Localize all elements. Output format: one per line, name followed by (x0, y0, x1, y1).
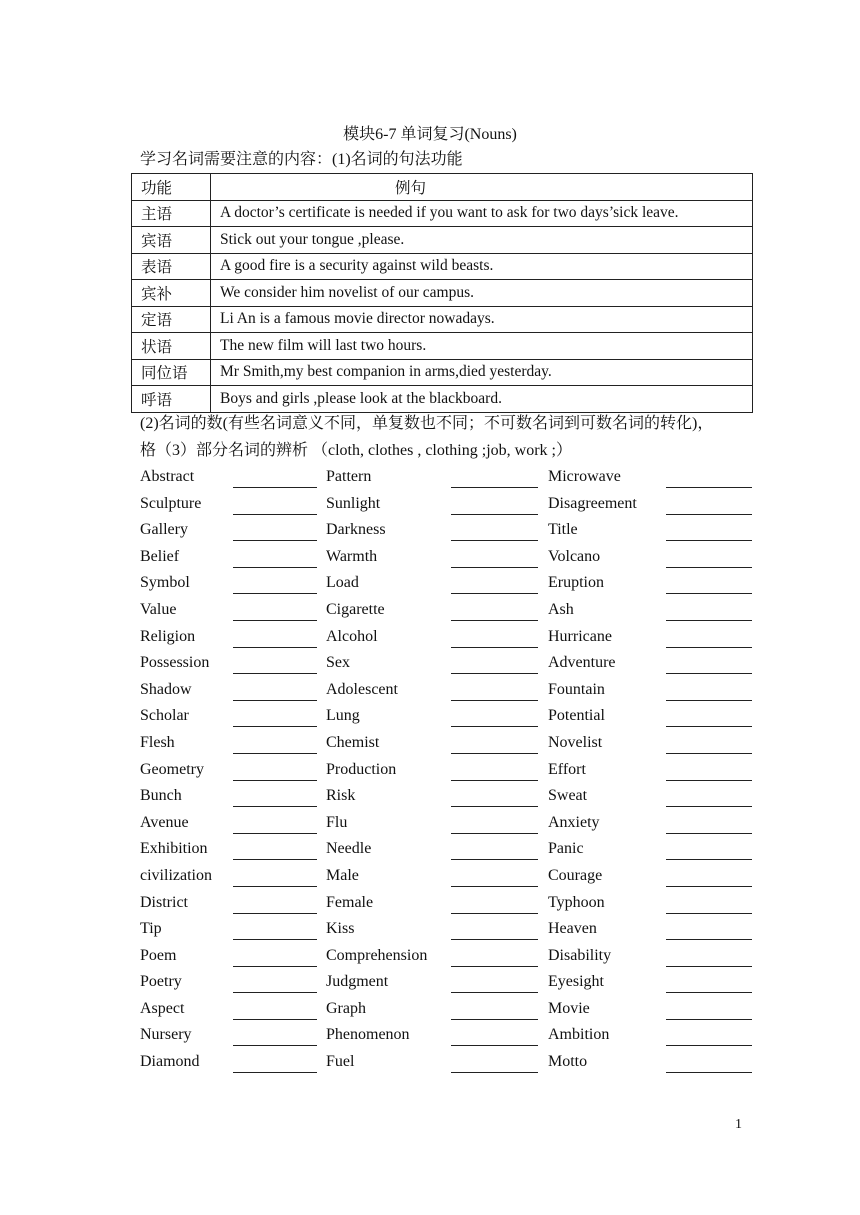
answer-blank[interactable] (233, 753, 317, 754)
answer-blank[interactable] (666, 1019, 752, 1020)
vocab-word: Title (548, 521, 578, 539)
vocab-word: Adolescent (326, 680, 398, 698)
vocab-row (140, 703, 755, 730)
vocab-row (140, 624, 755, 651)
vocab-word: Hurricane (548, 627, 612, 645)
vocab-row (140, 863, 755, 890)
vocab-word: Shadow (140, 680, 192, 698)
answer-blank[interactable] (666, 647, 752, 648)
vocab-word: Tip (140, 920, 162, 938)
answer-blank[interactable] (666, 886, 752, 887)
vocab-row (140, 677, 755, 704)
table-row (132, 227, 753, 254)
vocab-row (140, 757, 755, 784)
answer-blank[interactable] (451, 487, 538, 488)
vocab-word: Panic (548, 840, 584, 858)
answer-blank[interactable] (451, 939, 538, 940)
vocab-row (140, 730, 755, 757)
function-table (131, 173, 753, 413)
row-function: 表语 (132, 253, 211, 280)
answer-blank[interactable] (233, 886, 317, 887)
vocab-row (140, 1049, 755, 1076)
vocab-row (140, 517, 755, 544)
table-row (132, 306, 753, 333)
vocab-word: Load (326, 574, 359, 592)
row-example: A doctor’s certificate is needed if you want to ask for two days’sick leave. (211, 200, 753, 227)
vocab-word: Kiss (326, 920, 355, 938)
vocab-row (140, 969, 755, 996)
answer-blank[interactable] (666, 806, 752, 807)
vocab-word: Possession (140, 654, 210, 672)
vocab-word: Sweat (548, 787, 588, 805)
vocab-word: Effort (548, 760, 586, 778)
vocab-word: Nursery (140, 1026, 192, 1044)
answer-blank[interactable] (666, 992, 752, 993)
answer-blank[interactable] (233, 833, 317, 834)
vocab-row (140, 916, 755, 943)
table-row (132, 280, 753, 307)
vocab-word: Sex (326, 654, 350, 672)
vocab-word: Warmth (326, 547, 378, 565)
row-function: 呼语 (132, 386, 211, 413)
answer-blank[interactable] (666, 966, 752, 967)
answer-blank[interactable] (233, 939, 317, 940)
section-3-text: 格（3）部分名词的辨析 （cloth, clothes , clothing ;job, work ;） (140, 442, 572, 459)
row-function: 主语 (132, 200, 211, 227)
row-example: Stick out your tongue ,please. (211, 227, 753, 254)
vocab-word: Pattern (326, 468, 372, 485)
answer-blank[interactable] (233, 780, 317, 781)
answer-blank[interactable] (451, 859, 538, 860)
answer-blank[interactable] (451, 540, 538, 541)
answer-blank[interactable] (233, 806, 317, 807)
answer-blank[interactable] (666, 593, 752, 594)
answer-blank[interactable] (451, 620, 538, 621)
answer-blank[interactable] (451, 753, 538, 754)
document-title: 模块6-7 单词复习(Nouns) (343, 126, 517, 143)
vocab-word: Fuel (326, 1053, 355, 1071)
answer-blank[interactable] (451, 966, 538, 967)
answer-blank[interactable] (233, 647, 317, 648)
answer-blank[interactable] (451, 514, 538, 515)
answer-blank[interactable] (666, 833, 752, 834)
answer-blank[interactable] (233, 859, 317, 860)
vocab-word: Flesh (140, 733, 175, 751)
answer-blank[interactable] (666, 514, 752, 515)
vocab-word: Eyesight (548, 973, 604, 991)
answer-blank[interactable] (666, 753, 752, 754)
answer-blank[interactable] (451, 726, 538, 727)
vocab-row (140, 1022, 755, 1049)
table-row (132, 333, 753, 360)
vocab-word: Fountain (548, 680, 605, 698)
vocab-word: Volcano (548, 547, 601, 565)
vocab-word: Alcohol (326, 627, 378, 645)
page-number: 1 (735, 1117, 742, 1132)
answer-blank[interactable] (451, 913, 538, 914)
vocab-word: Heaven (548, 920, 597, 938)
vocab-row (140, 996, 755, 1023)
answer-blank[interactable] (233, 966, 317, 967)
table-header-row (132, 174, 753, 201)
vocab-word: Risk (326, 787, 356, 805)
answer-blank[interactable] (451, 1019, 538, 1020)
vocab-row (140, 836, 755, 863)
answer-blank[interactable] (666, 673, 752, 674)
vocab-word: Abstract (140, 468, 195, 485)
table-row (132, 359, 753, 386)
vocab-row (140, 491, 755, 518)
answer-blank[interactable] (451, 780, 538, 781)
row-function: 状语 (132, 333, 211, 360)
table-row (132, 200, 753, 227)
vocab-word: Disagreement (548, 494, 637, 512)
row-example: We consider him novelist of our campus. (211, 280, 753, 307)
answer-blank[interactable] (233, 593, 317, 594)
vocab-word: Sunlight (326, 494, 381, 512)
answer-blank[interactable] (451, 593, 538, 594)
vocab-word: Microwave (548, 468, 621, 485)
answer-blank[interactable] (666, 620, 752, 621)
answer-blank[interactable] (666, 859, 752, 860)
vocab-word: Darkness (326, 521, 386, 539)
vocab-word: Motto (548, 1053, 588, 1071)
answer-blank[interactable] (233, 1019, 317, 1020)
vocab-row (140, 544, 755, 571)
vocab-row (140, 783, 755, 810)
answer-blank[interactable] (233, 726, 317, 727)
row-example: Li An is a famous movie director nowadays. (211, 306, 753, 333)
row-example: The new film will last two hours. (211, 333, 753, 360)
vocab-word: Flu (326, 813, 348, 831)
answer-blank[interactable] (451, 567, 538, 568)
vocab-word: Needle (326, 840, 372, 858)
answer-blank[interactable] (233, 567, 317, 568)
answer-blank[interactable] (451, 806, 538, 807)
answer-blank[interactable] (233, 487, 317, 488)
vocab-word: Lung (326, 707, 360, 725)
vocab-word: Poetry (140, 973, 182, 991)
vocab-word: Poem (140, 946, 177, 964)
answer-blank[interactable] (451, 673, 538, 674)
vocab-word: Movie (548, 999, 590, 1017)
vocab-word: Cigarette (326, 600, 385, 618)
answer-blank[interactable] (233, 1045, 317, 1046)
vocab-row (140, 810, 755, 837)
header-function: 功能 (132, 174, 211, 201)
row-example: A good fire is a security against wild beasts. (211, 253, 753, 280)
vocab-word: Belief (140, 547, 180, 565)
section-2-text: (2)名词的数(有些名词意义不同，单复数也不同；不可数名词到可数名词的转化)， (140, 415, 714, 432)
answer-blank[interactable] (666, 939, 752, 940)
vocab-word: Religion (140, 627, 196, 645)
vocab-row (140, 464, 755, 491)
row-function: 同位语 (132, 359, 211, 386)
answer-blank[interactable] (451, 992, 538, 993)
vocab-word: Graph (326, 999, 366, 1017)
vocab-word: Male (326, 866, 359, 884)
vocab-row (140, 597, 755, 624)
vocab-word: Potential (548, 707, 605, 725)
answer-blank[interactable] (233, 700, 317, 701)
vocab-word: Typhoon (548, 893, 605, 911)
vocabulary-list (140, 464, 755, 1076)
vocab-word: Scholar (140, 707, 189, 725)
vocab-word: Ash (548, 600, 574, 618)
answer-blank[interactable] (451, 833, 538, 834)
vocab-word: Bunch (140, 787, 182, 805)
vocab-word: Chemist (326, 733, 380, 751)
vocab-word: civilization (140, 866, 212, 884)
answer-blank[interactable] (666, 1072, 752, 1073)
vocab-word: Production (326, 760, 397, 778)
vocab-word: Novelist (548, 733, 603, 751)
vocab-word: Anxiety (548, 813, 600, 831)
vocab-word: Phenomenon (326, 1026, 410, 1044)
intro-line: 学习名词需要注意的内容：(1)名词的句法功能 (140, 151, 463, 168)
vocab-row (140, 943, 755, 970)
vocab-word: District (140, 893, 188, 911)
vocab-row (140, 650, 755, 677)
vocab-word: Symbol (140, 574, 190, 592)
vocab-word: Geometry (140, 760, 204, 778)
answer-blank[interactable] (233, 673, 317, 674)
vocab-word: Diamond (140, 1053, 200, 1071)
answer-blank[interactable] (451, 700, 538, 701)
answer-blank[interactable] (233, 1072, 317, 1073)
vocab-word: Ambition (548, 1026, 610, 1044)
vocab-word: Gallery (140, 521, 188, 539)
vocab-word: Courage (548, 866, 603, 884)
vocab-word: Disability (548, 946, 612, 964)
row-function: 宾补 (132, 280, 211, 307)
header-example: 例句 (211, 174, 753, 201)
answer-blank[interactable] (233, 540, 317, 541)
row-function: 定语 (132, 306, 211, 333)
row-function: 宾语 (132, 227, 211, 254)
answer-blank[interactable] (451, 1072, 538, 1073)
answer-blank[interactable] (233, 620, 317, 621)
answer-blank[interactable] (451, 1045, 538, 1046)
vocab-word: Comprehension (326, 946, 428, 964)
vocab-row (140, 890, 755, 917)
vocab-word: Judgment (326, 973, 389, 991)
vocab-row (140, 570, 755, 597)
answer-blank[interactable] (233, 913, 317, 914)
vocab-word: Aspect (140, 999, 185, 1017)
answer-blank[interactable] (451, 886, 538, 887)
answer-blank[interactable] (666, 726, 752, 727)
answer-blank[interactable] (666, 1045, 752, 1046)
answer-blank[interactable] (666, 913, 752, 914)
vocab-word: Exhibition (140, 840, 208, 858)
answer-blank[interactable] (233, 514, 317, 515)
row-example: Mr Smith,my best companion in arms,died yesterday. (211, 359, 753, 386)
row-example: Boys and girls ,please look at the blackboard. (211, 386, 753, 413)
answer-blank[interactable] (233, 992, 317, 993)
answer-blank[interactable] (666, 567, 752, 568)
vocab-word: Eruption (548, 574, 604, 592)
vocab-word: Adventure (548, 654, 616, 672)
table-row (132, 253, 753, 280)
answer-blank[interactable] (666, 540, 752, 541)
vocab-word: Female (326, 893, 374, 911)
vocab-word: Value (140, 600, 177, 618)
table-row (132, 386, 753, 413)
answer-blank[interactable] (451, 647, 538, 648)
answer-blank[interactable] (666, 700, 752, 701)
answer-blank[interactable] (666, 487, 752, 488)
answer-blank[interactable] (666, 780, 752, 781)
vocab-word: Sculpture (140, 494, 202, 512)
vocab-word: Avenue (140, 813, 189, 831)
